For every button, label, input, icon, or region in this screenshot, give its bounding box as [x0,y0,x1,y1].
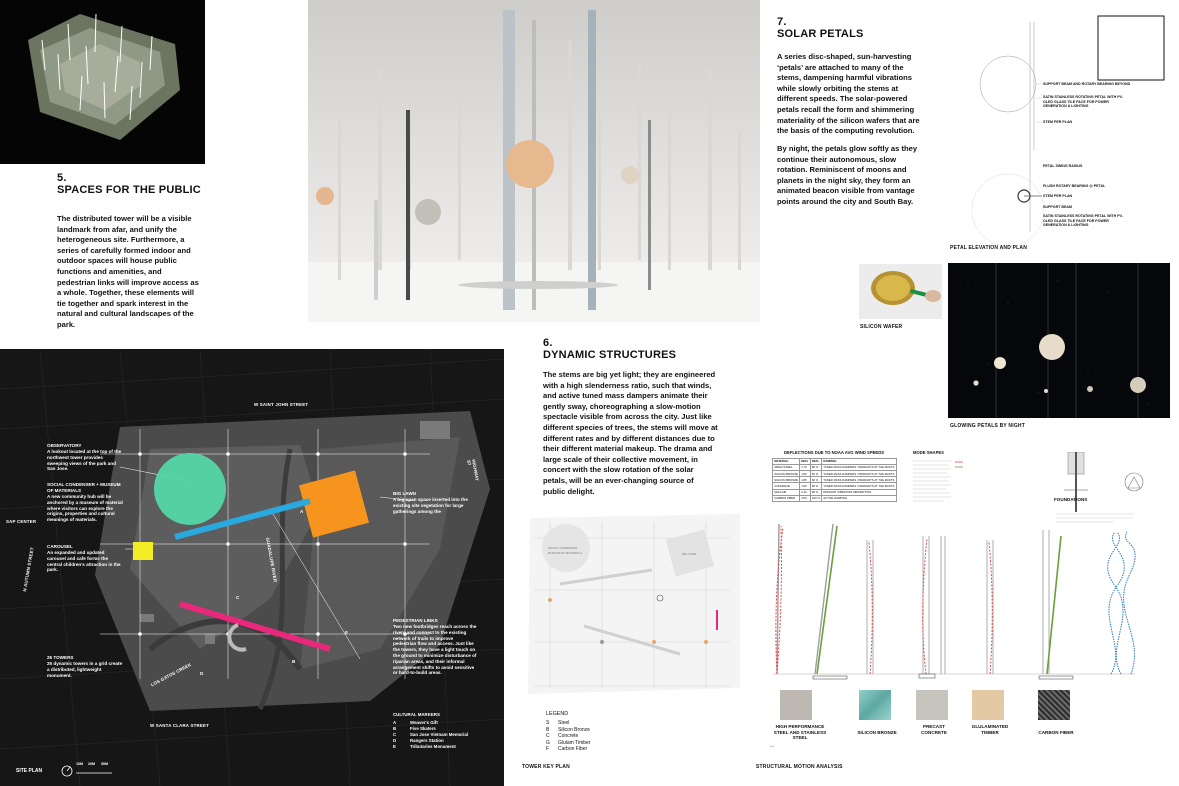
plan-note-3: STEM PER PLAN [1043,194,1073,198]
marker-b-key: B [393,726,397,731]
deflection-table-title: DEFLECTIONS DUE TO NOAA AVG WIND SPEEDS [784,450,885,455]
foundations-title: FOUNDATIONS [1054,497,1088,502]
petal-elevation-plan [946,14,1171,250]
marker-a-name: Weaver's Gift [410,720,438,725]
material-concrete: PRECAST CONCRETE [910,690,958,735]
table-row: SILICON BRONZE 1.80 81 % TUNED MASS DAMPERS / PENDANTS AT THE MASTS [774,471,895,476]
tower-key-plan [520,508,745,708]
section-5-body: The distributed tower will be a visible landmark from afar, and unify the heterogeneous site. Furthermore, a series of carefully formed indoor and outdoor spaces will house public functions and amenities, and pedestrian links will improve access as a whole. Together, these elements will tie together and spark interest in the natural and cultural landscapes of the park. [57,214,199,329]
petal-note-2: SATIN STAINLESS ROTATING PETAL WITH PV-OLED GLASS TILE FACE FOR POWER GENERATION & LIGHTING [1043,95,1124,109]
plan-note-5: SATIN STAINLESS ROTATING PETAL WITH PV-OLED GLASS TILE FACE FOR POWER GENERATION & LIGHTING [1043,214,1124,228]
material-swatch-bronze [859,690,891,720]
material-swatch-concrete [916,690,948,720]
street-west: N AUTUMN STREET [22,546,35,592]
site-plan-caption: SITE PLAN [16,768,43,774]
plan-note-2: FLUSH ROTARY BEARING @ PETAL [1043,184,1106,188]
aerial-model-photo [0,0,205,164]
annotation-towers-title: 25 TOWERS [47,655,74,660]
annotation-observatory-title: OBSERVATORY [47,443,82,448]
annotation-big-lawn-title: BIG LAWN [393,491,416,496]
table-row: GRULAM 2.40 95 % PENDANT VIBRATION ABSORPTION [773,489,897,495]
glowing-petals-photo [948,263,1170,418]
section-7-body-2: By night, the petals glow softly as they continue their autonomous, slow rotation. Reminiscent of moons and planets in the night sky, they form an animated beacon visible from vantage points around the city and South Bay. [777,144,918,206]
material-carbon: CARBON FIBER [1032,690,1080,736]
section-7-body-1: A series disc-shaped, sun-harvesting ‘petals’ are attached to many of the stems, dampening harmful vibrations while slowly orbiting the stems at different speeds. The solar-powered petals recall the form and shimmering materiality of the silicon wafers that are the basis of the computing revolution. [777,52,920,136]
section-7-title: SOLAR PETALS [777,28,864,40]
legend-row: G Glulam Timber [546,739,591,746]
silicon-wafer-caption: SILICON WAFER [860,324,903,330]
legend-row: B Silicon Bronze [546,726,590,733]
material-timber: GLULAMINATED TIMBER [966,690,1014,735]
section-6-number: 6. [543,337,553,349]
section-6-title: DYNAMIC STRUCTURES [543,349,677,361]
los-gatos-creek-label: LOS GATOS CREEK [150,661,193,688]
silicon-wafer-photo [859,264,942,319]
map-letter-d: D [200,671,204,676]
marker-e-name: Tributaries Monument [410,744,456,749]
legend-row: C Concrete [546,733,579,740]
mode-shapes-notes [913,458,973,508]
guadalupe-river-label: GUADALUPE RIVER [265,537,278,583]
petal-note-1: SUPPORT BEAM AND ROTARY BEARING BEYOND [1043,82,1131,86]
sap-center-label: SAP CENTER [6,519,37,524]
annotation-towers-text: 25 dynamic towers in a grid create a distributed, lightweight monument. [47,661,123,678]
mode-shapes-title: MODE SHAPES [913,450,944,455]
marker-e-key: E [393,744,396,749]
material-bronze: SILICON BRONZE [853,690,901,736]
key-plan-label-museum: SOCIAL CONDENSER MUSEUM OF MATERIALS [548,546,582,555]
key-plan-legend [546,711,591,753]
material-swatch-carbon [1038,690,1070,720]
scale-label-10m: 10M [76,762,83,766]
table-row: SILICON BRONZE 1.85 82 % TUNED MASS DAMPERS / PENDANTS AT THE MASTS [774,477,895,482]
material-steel: HIGH PERFORMANCE STEEL AND STAINLESS STEEL ▪ ▪ ▪ [770,690,830,748]
legend-row: S Steel [546,720,570,726]
material-swatch-timber [972,690,1004,720]
table-row: CARBON FIBER 3.05 100 % ACTIVE DAMPING [773,495,897,501]
marker-d-key: D [393,738,397,743]
marker-d-name: Rangers Station [410,738,444,743]
map-letter-c: C [236,595,240,600]
table-row: ARRAYSTEEL 1.70 80 % TUNED MASS DAMPERS / PENDANTS AT THE MASTS [774,465,895,470]
table-row: CONCRETE 1.60 60 % TUNED MASS DAMPERS / PENDANTS AT THE MASTS [774,483,895,488]
legend-row: F Carbon Fiber [546,746,588,753]
marker-c-name: San Jose Vietnam Memorial [410,732,468,737]
marker-a-key: A [393,720,397,725]
marker-c-key: C [393,732,397,737]
annotation-museum-title: SOCIAL CONDENSER + MUSEUM OF MATERIALS [47,482,121,493]
tower-key-plan-caption: TOWER KEY PLAN [522,764,570,770]
annotation-big-lawn-text: A big open space inserted into the existing site vegetation for large gatherings among the [393,497,468,514]
street-north: W SAINT JOHN STREET [254,402,309,407]
site-plan-map [0,349,504,786]
plan-note-4: SUPPORT BEAM [1043,205,1072,209]
plan-note-1: PETAL SWING RADIUS [1043,164,1083,168]
material-swatch-steel [780,690,812,720]
annotation-museum-text: A new community hub will be anchored by a museum of material where visitors can explore the origins, properties and cultural meanings of materials. [47,494,123,523]
petal-diagram-title: PETAL ELEVATION AND PLAN [950,245,1028,251]
scale-label-20m: 20M [88,762,95,766]
section-7-number: 7. [777,16,787,28]
mode-shape-diagrams [755,516,1175,690]
annotation-carousel-text: An expanded and updated carousel and cafe forms the central children's attraction in the park. [47,550,121,573]
annotation-pedestrian-text: Two new footbridges reach across the rivers and connect to the existing network of trails to improve pedestrian flow and access. Just like the towers, they have a light touch on the ground to minimize disturbance of riparian areas, and their informal arrangement shifts to avoid sensitive or hard-to-build areas. [393,624,477,676]
annotation-carousel-title: CAROUSEL [47,544,73,549]
annotation-pedestrian-title: PEDESTRIAN LINKS [393,618,438,623]
glowing-petals-caption: GLOWING PETALS BY NIGHT [950,423,1025,429]
scale-label-50m: 50M [101,762,108,766]
marker-b-name: Five Skaters [410,726,436,731]
street-east: HIGHWAY 87 [466,459,480,482]
deflection-table: MATERIAL DEFL DEFL DAMPING ARRAYSTEEL 1.70 80 % TUNED MASS DAMPERS / PENDANTS AT THE MASTS SILICON BRONZE 1.80 81 % TUNED MASS DAMPERS / PENDANTS AT THE MASTS SILICON BRONZE 1.85 82 % TUNED MASS DAMPERS / PENDANTS AT THE MASTS CONCRETE 1.60 60 % TUNED MASS DAMPERS / PENDANTS AT THE MASTS GRULAM 2.40 95 % PENDANT VIBRATION ABSORPTION CARBON FIBER 3.05 100 % ACTIVE DAMPING [774,459,895,501]
deflection-table-block [772,451,897,502]
key-plan-label-lawn: BIG LAWN [682,552,696,556]
map-letter-e: E [345,630,349,635]
petal-note-3: STEM PER PLAN [1043,120,1073,124]
legend-title: LEGEND [546,711,569,717]
cultural-markers-title: CULTURAL MARKERS [393,712,440,717]
map-letter-b: B [292,659,296,664]
street-south: W SANTA CLARA STREET [150,723,209,728]
map-letter-a: A [300,509,304,514]
structural-motion-caption: STRUCTURAL MOTION ANALYSIS [756,764,843,770]
tower-model-photo [308,0,760,322]
section-5-title: SPACES FOR THE PUBLIC [57,184,201,196]
annotation-observatory-text: A lookout located at the top of the northwest tower provides sweeping views of the park and San Jose. [47,449,122,472]
section-5-number: 5. [57,172,67,184]
section-6-body: The stems are big yet light; they are engineered with a high slenderness ratio, such that winds, and active tuned mass dampers animate their gently sway, choreographing a slow-motion spectacle visible from across the city. Just like different species of trees, the stems will move at different rates and by different distances due to their different material makeup. The drama and large scale of their collective movement, in concert with the slow rotation of the solar petals, will be an ever-changing source of public delight. [543,370,718,496]
